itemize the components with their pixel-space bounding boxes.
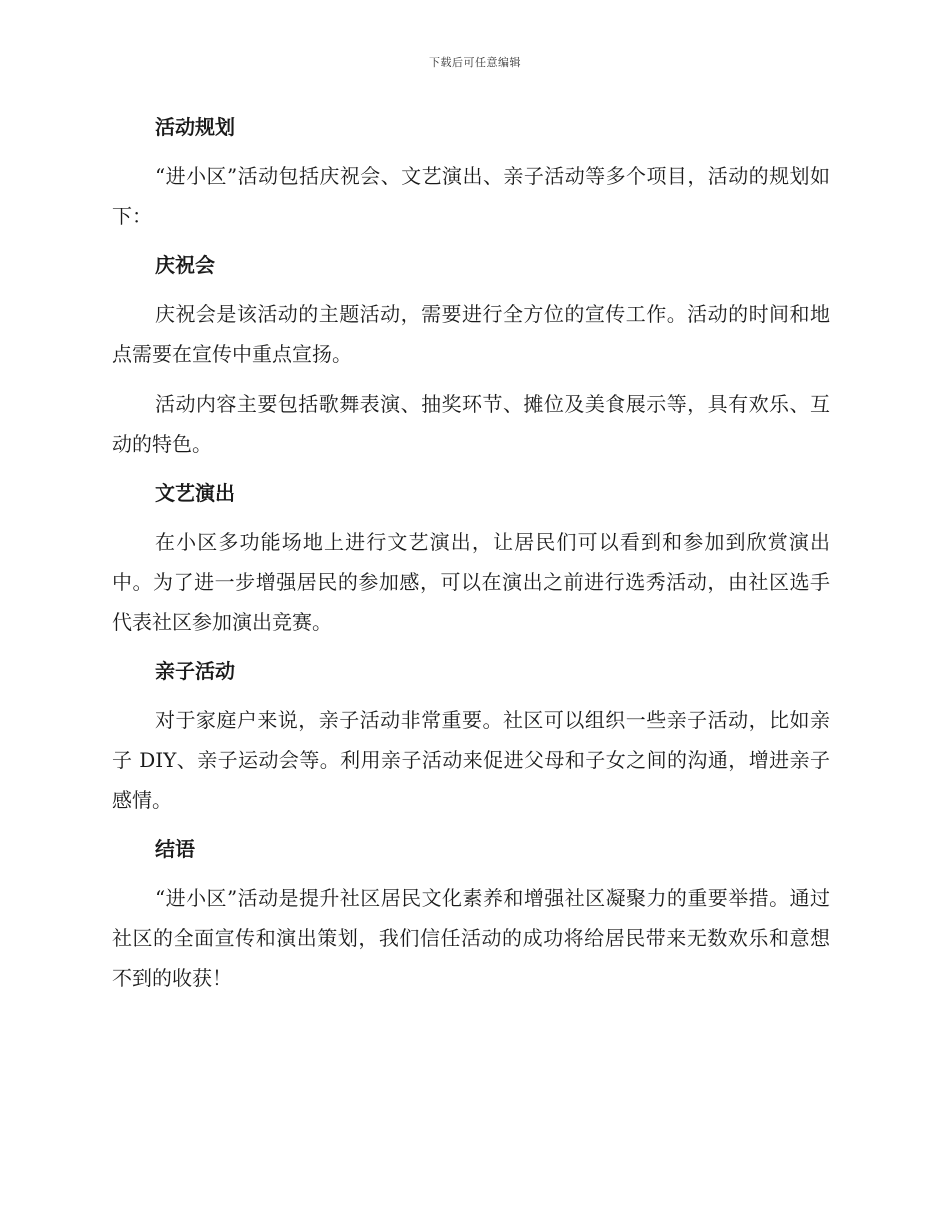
paragraph: 庆祝会是该活动的主题活动，需要进行全方位的宣传工作。活动的时间和地点需要在宣传中重点宣扬。 (112, 302, 830, 366)
section-activity-plan (112, 108, 830, 236)
section-heading: 庆祝会 (155, 253, 215, 277)
document-body (112, 108, 830, 1008)
paragraph: “进小区”活动包括庆祝会、文艺演出、亲子活动等多个项目，活动的规划如下： (112, 164, 830, 228)
section-heading: 结语 (155, 837, 195, 861)
section-heading: 文艺演出 (155, 481, 235, 505)
section-heading: 活动规划 (155, 115, 235, 139)
section-parent-child (112, 652, 830, 820)
page-header: 下载后可任意编辑 (429, 56, 521, 69)
paragraph: “进小区”活动是提升社区居民文化素养和增强社区凝聚力的重要举措。通过社区的全面宣传和演出策划，我们信任活动的成功将给居民带来无数欢乐和意想不到的收获！ (112, 886, 830, 990)
section-performance (112, 474, 830, 642)
paragraph: 对于家庭户来说，亲子活动非常重要。社区可以组织一些亲子活动，比如亲子 DIY、亲子运动会等。利用亲子活动来促进父母和子女之间的沟通，增进亲子感情。 (112, 708, 830, 812)
section-celebration (112, 246, 830, 464)
section-conclusion (112, 830, 830, 998)
paragraph: 活动内容主要包括歌舞表演、抽奖环节、摊位及美食展示等，具有欢乐、互动的特色。 (112, 392, 830, 456)
paragraph: 在小区多功能场地上进行文艺演出，让居民们可以看到和参加到欣赏演出中。为了进一步增强居民的参加感，可以在演出之前进行选秀活动，由社区选手代表社区参加演出竞赛。 (112, 530, 830, 634)
section-heading: 亲子活动 (155, 659, 235, 683)
